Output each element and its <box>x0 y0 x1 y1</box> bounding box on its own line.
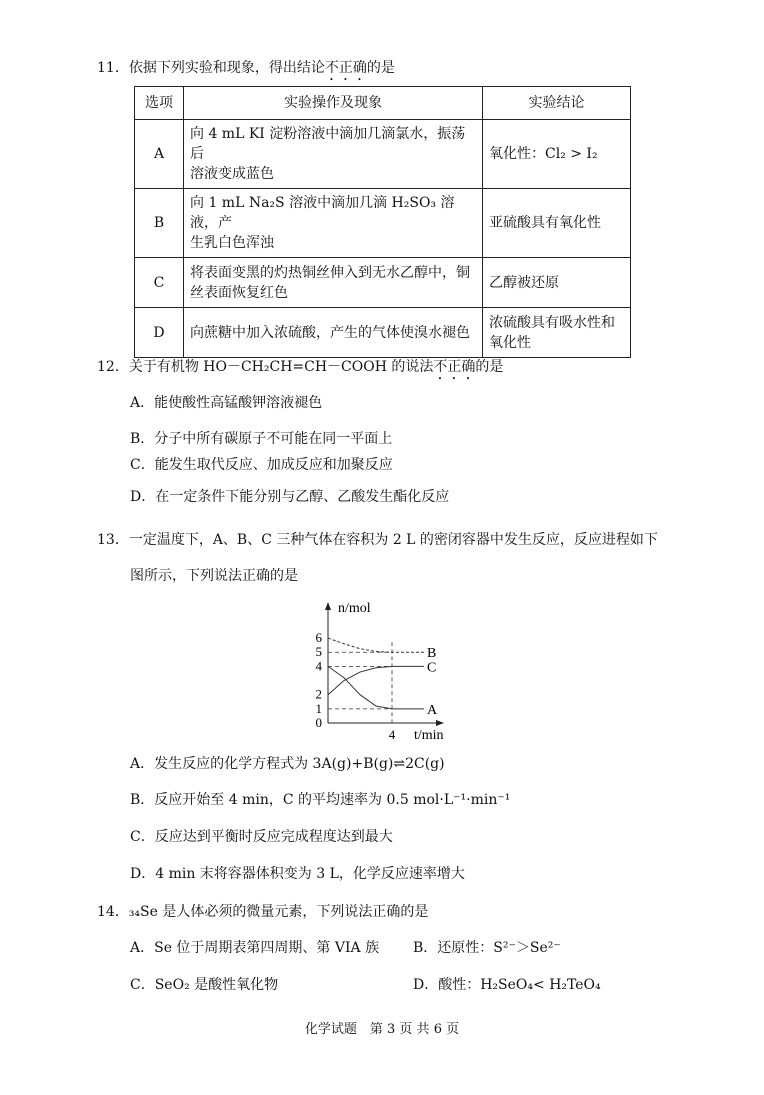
series-label-C: C <box>427 660 437 676</box>
row-option: A <box>135 120 184 189</box>
q13-option-c: C．反应达到平衡时反应完成程度达到最大 <box>130 829 393 845</box>
y-tick-label: 1 <box>315 700 322 716</box>
series-line-A <box>328 666 424 708</box>
header-option: 选项 <box>135 87 184 120</box>
series-line-C <box>328 666 424 694</box>
y-tick-label: 0 <box>315 715 322 730</box>
y-tick-label: 6 <box>315 630 322 646</box>
row-operation: 向 1 mL Na₂S 溶液中滴加几滴 H₂SO₃ 溶液，产 生乳白色浑浊 <box>184 189 483 258</box>
q14-option-a: A．Se 位于周期表第四周期、第 VIA 族 <box>130 940 380 956</box>
q13-option-a: A．发生反应的化学方程式为 3A(g)+B(g)⇌2C(g) <box>130 756 445 772</box>
q12-option-d: D．在一定条件下能分别与乙醇、乙酸发生酯化反应 <box>130 489 450 505</box>
emphasis-not-correct: 不正确 <box>433 359 476 375</box>
x-tick-label: 4 <box>388 727 396 742</box>
row-option: B <box>135 189 184 258</box>
header-conclusion: 实验结论 <box>483 87 631 120</box>
y-tick-label: 4 <box>315 658 322 674</box>
q13-option-d: D．4 min 末将容器体积变为 3 L，化学反应速率增大 <box>130 866 465 882</box>
table-row <box>135 189 631 258</box>
q14-option-c: C．SeO₂ 是酸性氧化物 <box>130 977 279 993</box>
q14-option-b: B．还原性：S²⁻＞Se²⁻ <box>413 940 561 956</box>
q13-stem-line2: 图所示，下列说法正确的是 <box>130 568 298 584</box>
y-tick-label: 5 <box>315 644 322 660</box>
table-row <box>135 308 631 358</box>
row-conclusion: 亚硫酸具有氧化性 <box>483 189 631 258</box>
table-row <box>135 258 631 308</box>
q14-stem: 14．₃₄Se 是人体必须的微量元素，下列说法正确的是 <box>97 904 429 920</box>
q11-stem: 11．依据下列实验和现象，得出结论不正确的是 <box>97 60 395 76</box>
q12-option-a: A．能使酸性高锰酸钾溶液褪色 <box>130 395 323 411</box>
q13-stem-line1: 13．一定温度下，A、B、C 三种气体在容积为 2 L 的密闭容器中发生反应，反应进程如下 <box>97 532 658 548</box>
row-operation: 向 4 mL KI 淀粉溶液中滴加几滴氯水，振荡后 溶液变成蓝色 <box>184 120 483 189</box>
q12-option-c: C．能发生取代反应、加成反应和加聚反应 <box>130 457 393 473</box>
series-label-B: B <box>427 646 437 662</box>
series-label-A: A <box>427 702 438 718</box>
reaction-progress-chart <box>300 598 470 746</box>
x-axis-arrow <box>436 720 444 726</box>
q13-option-b: B．反应开始至 4 min，C 的平均速率为 0.5 mol·L⁻¹·min⁻¹ <box>130 792 511 808</box>
emphasis-not-correct: 不正确 <box>324 60 367 76</box>
q12-stem: 12．关于有机物 HO－CH₂CH=CH－COOH 的说法不正确的是 <box>97 359 504 375</box>
row-option: D <box>135 308 184 358</box>
q14-option-d: D．酸性：H₂SeO₄< H₂TeO₄ <box>413 977 601 993</box>
page-footer: 化学试题 第 3 页 共 6 页 <box>304 1022 460 1037</box>
x-axis-label: t/min <box>414 728 444 743</box>
y-axis-label: n/mol <box>338 601 371 616</box>
q12-option-b: B．分子中所有碳原子不可能在同一平面上 <box>130 431 393 447</box>
table-header-row <box>135 87 631 120</box>
header-operation: 实验操作及现象 <box>184 87 483 120</box>
row-conclusion: 乙醇被还原 <box>483 258 631 308</box>
series-line-B <box>328 638 424 652</box>
y-axis-arrow <box>325 602 331 610</box>
row-option: C <box>135 258 184 308</box>
row-operation: 向蔗糖中加入浓硫酸，产生的气体使溴水褪色 <box>184 308 483 358</box>
table-row <box>135 120 631 189</box>
row-conclusion: 氧化性：Cl₂ > I₂ <box>483 120 631 189</box>
row-operation: 将表面变黑的灼热铜丝伸入到无水乙醇中，铜 丝表面恢复红色 <box>184 258 483 308</box>
row-conclusion: 浓硫酸具有吸水性和氧化性 <box>483 308 631 358</box>
y-tick-label: 2 <box>315 686 322 702</box>
q11-experiment-table <box>134 86 631 358</box>
